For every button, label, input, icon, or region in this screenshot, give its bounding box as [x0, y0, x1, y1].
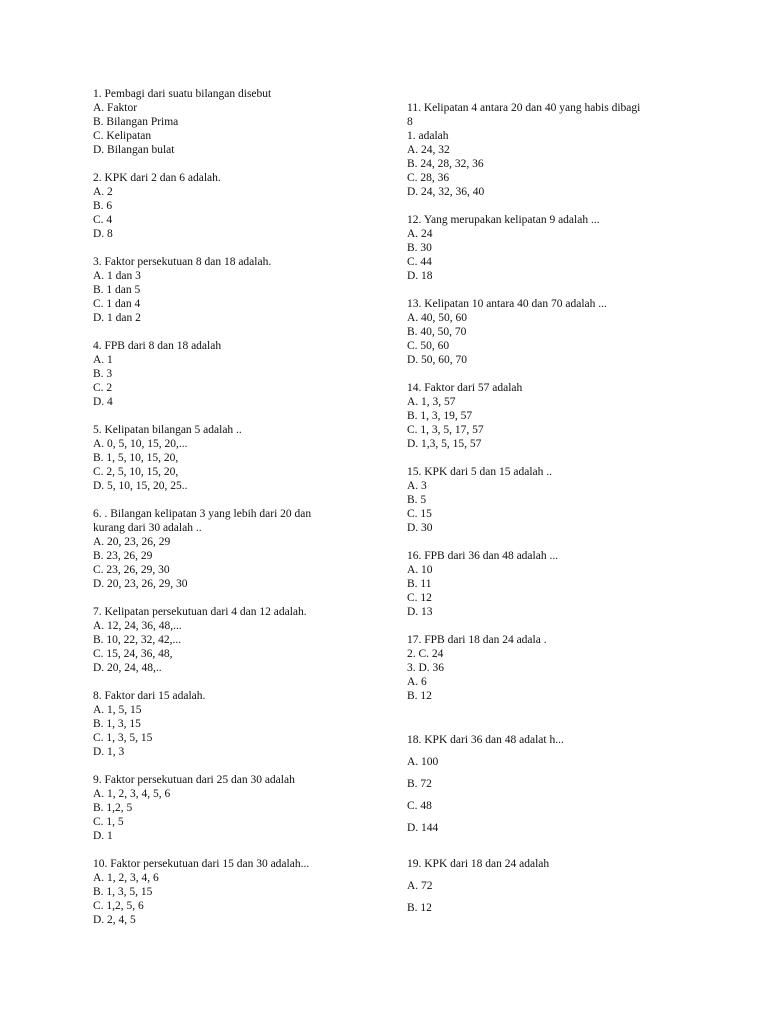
option-d: D. 5, 10, 15, 20, 25.. — [93, 480, 188, 492]
option-a: A. 72 — [407, 880, 433, 892]
option-c: C. 4 — [93, 214, 113, 226]
option-b: B. 5 — [407, 494, 427, 506]
option-c: C. 23, 26, 29, 30 — [93, 564, 170, 576]
question-text: 12. Yang merupakan kelipatan 9 adalah ... — [407, 214, 600, 226]
option-a: A. 1 — [93, 354, 113, 366]
question-text: 3. Faktor persekutuan 8 dan 18 adalah. — [93, 256, 272, 268]
question-10 — [93, 857, 383, 927]
option-b: B. 1, 3, 19, 57 — [407, 410, 473, 422]
question-15 — [407, 465, 687, 535]
question-text: 17. FPB dari 18 dan 24 adala . — [407, 634, 547, 646]
option-d: D. 18 — [407, 270, 433, 282]
question-text: 2. KPK dari 2 dan 6 adalah. — [93, 172, 221, 184]
option-b: B. Bilangan Prima — [93, 116, 179, 128]
option-a: A. 1, 5, 15 — [93, 704, 142, 716]
option-c: C. 15, 24, 36, 48, — [93, 648, 173, 660]
option-c: C. 1, 3, 5, 15 — [93, 732, 153, 744]
question-9 — [93, 773, 383, 843]
option-b: B. 72 — [407, 778, 432, 790]
question-text: 9. Faktor persekutuan dari 25 dan 30 adalah — [93, 774, 295, 786]
option-a: A. 24 — [407, 228, 433, 240]
option-b: B. 1, 3, 15 — [93, 718, 141, 730]
question-text: 7. Kelipatan persekutuan dari 4 dan 12 adalah. — [93, 606, 307, 618]
question-text: 11. Kelipatan 4 antara 20 dan 40 yang habis dibagi — [407, 102, 641, 114]
option-a: A. 6 — [407, 676, 427, 688]
question-text: 14. Faktor dari 57 adalah — [407, 382, 523, 394]
option-d: D. 4 — [93, 396, 113, 408]
question-14 — [407, 381, 687, 451]
option-c: C. 1 dan 4 — [93, 298, 141, 310]
option-b: B. 40, 50, 70 — [407, 326, 467, 338]
question-text: 19. KPK dari 18 dan 24 adalah — [407, 858, 550, 870]
option-b: B. 24, 28, 32, 36 — [407, 158, 484, 170]
option-b: B. 1 dan 5 — [93, 284, 141, 296]
question-text: 13. Kelipatan 10 antara 40 dan 70 adalah ... — [407, 298, 607, 310]
option-b: B. 1, 3, 5, 15 — [93, 886, 153, 898]
question-19 — [407, 857, 687, 915]
option-d: D. 20, 23, 26, 29, 30 — [93, 578, 188, 590]
question-text: 1. Pembagi dari suatu bilangan disebut — [93, 88, 272, 100]
option-c: C. 28, 36 — [407, 172, 450, 184]
option-a: A. 12, 24, 36, 48,... — [93, 620, 182, 632]
option-b: B. 3 — [93, 368, 113, 380]
option-c: C. 2 — [93, 382, 113, 394]
option-a: A. 1, 2, 3, 4, 6 — [93, 872, 159, 884]
option-c: C. Kelipatan — [93, 130, 152, 142]
option-a: A. 2 — [93, 186, 113, 198]
question-text: 4. FPB dari 8 dan 18 adalah — [93, 340, 222, 352]
question-text: 16. FPB dari 36 dan 48 adalah ... — [407, 550, 559, 562]
option-c: C. 12 — [407, 592, 432, 604]
question-12 — [407, 213, 687, 283]
option-b: B. 11 — [407, 578, 432, 590]
question-13 — [407, 297, 687, 367]
option-d: D. 144 — [407, 822, 439, 834]
option-a: A. 100 — [407, 756, 439, 768]
option-c: C. 1, 3, 5, 17, 57 — [407, 424, 484, 436]
option-b: B. 1, 5, 10, 15, 20, — [93, 452, 179, 464]
question-3 — [93, 255, 383, 325]
option-c: C. 48 — [407, 800, 432, 812]
question-6 — [93, 507, 383, 591]
option-d: D. 13 — [407, 606, 433, 618]
question-text: 6. . Bilangan kelipatan 3 yang lebih dari 20 dan — [93, 508, 312, 520]
question-7 — [93, 605, 383, 675]
option-d: D. Bilangan bulat — [93, 144, 175, 156]
option-a: A. 1, 2, 3, 4, 5, 6 — [93, 788, 171, 800]
option-c: C. 1,2, 5, 6 — [93, 900, 144, 912]
option-d: D. 1,3, 5, 15, 57 — [407, 438, 482, 450]
option-b: B. 12 — [407, 690, 432, 702]
left-column — [93, 87, 383, 941]
option-a: A. 1 dan 3 — [93, 270, 141, 282]
question-18 — [407, 733, 687, 835]
option-d: D. 24, 32, 36, 40 — [407, 186, 485, 198]
option-c: C. 44 — [407, 256, 432, 268]
option-d: D. 20, 24, 48,.. — [93, 662, 162, 674]
option-d: D. 1 dan 2 — [93, 312, 141, 324]
option-line: 2. C. 24 — [407, 648, 444, 660]
option-line: 3. D. 36 — [407, 662, 445, 674]
question-text-continued: 8 — [407, 116, 413, 128]
option-a: A. 20, 23, 26, 29 — [93, 536, 171, 548]
question-17 — [407, 633, 687, 703]
option-d: D. 1, 3 — [93, 746, 125, 758]
question-2 — [93, 171, 383, 241]
option-a: A. 24, 32 — [407, 144, 450, 156]
option-line: 1. adalah — [407, 130, 449, 142]
option-d: D. 30 — [407, 522, 433, 534]
question-11 — [407, 101, 687, 199]
option-b: B. 10, 22, 32, 42,... — [93, 634, 182, 646]
option-a: A. 0, 5, 10, 15, 20,... — [93, 438, 188, 450]
question-4 — [93, 339, 383, 409]
option-a: A. Faktor — [93, 102, 138, 114]
option-c: C. 15 — [407, 508, 432, 520]
option-a: A. 1, 3, 57 — [407, 396, 456, 408]
option-d: D. 50, 60, 70 — [407, 354, 468, 366]
option-b: B. 30 — [407, 242, 432, 254]
option-a: A. 40, 50, 60 — [407, 312, 468, 324]
question-text: 8. Faktor dari 15 adalah. — [93, 690, 206, 702]
option-c: C. 50, 60 — [407, 340, 450, 352]
right-column — [407, 101, 687, 929]
option-b: B. 12 — [407, 902, 432, 914]
option-a: A. 10 — [407, 564, 433, 576]
question-text: 18. KPK dari 36 dan 48 adalat h... — [407, 734, 564, 746]
option-d: D. 2, 4, 5 — [93, 914, 136, 926]
option-c: C. 2, 5, 10, 15, 20, — [93, 466, 179, 478]
option-b: B. 23, 26, 29 — [93, 550, 153, 562]
question-16 — [407, 549, 687, 619]
option-a: A. 3 — [407, 480, 427, 492]
question-text: 5. Kelipatan bilangan 5 adalah .. — [93, 424, 242, 436]
option-d: D. 1 — [93, 830, 113, 842]
option-b: B. 6 — [93, 200, 113, 212]
option-b: B. 1,2, 5 — [93, 802, 133, 814]
option-c: C. 1, 5 — [93, 816, 124, 828]
question-5 — [93, 423, 383, 493]
question-8 — [93, 689, 383, 759]
question-text: 15. KPK dari 5 dan 15 adalah .. — [407, 466, 552, 478]
question-text-continued: kurang dari 30 adalah .. — [93, 522, 202, 534]
question-1 — [93, 87, 383, 157]
option-d: D. 8 — [93, 228, 113, 240]
question-text: 10. Faktor persekutuan dari 15 dan 30 adalah... — [93, 858, 310, 870]
